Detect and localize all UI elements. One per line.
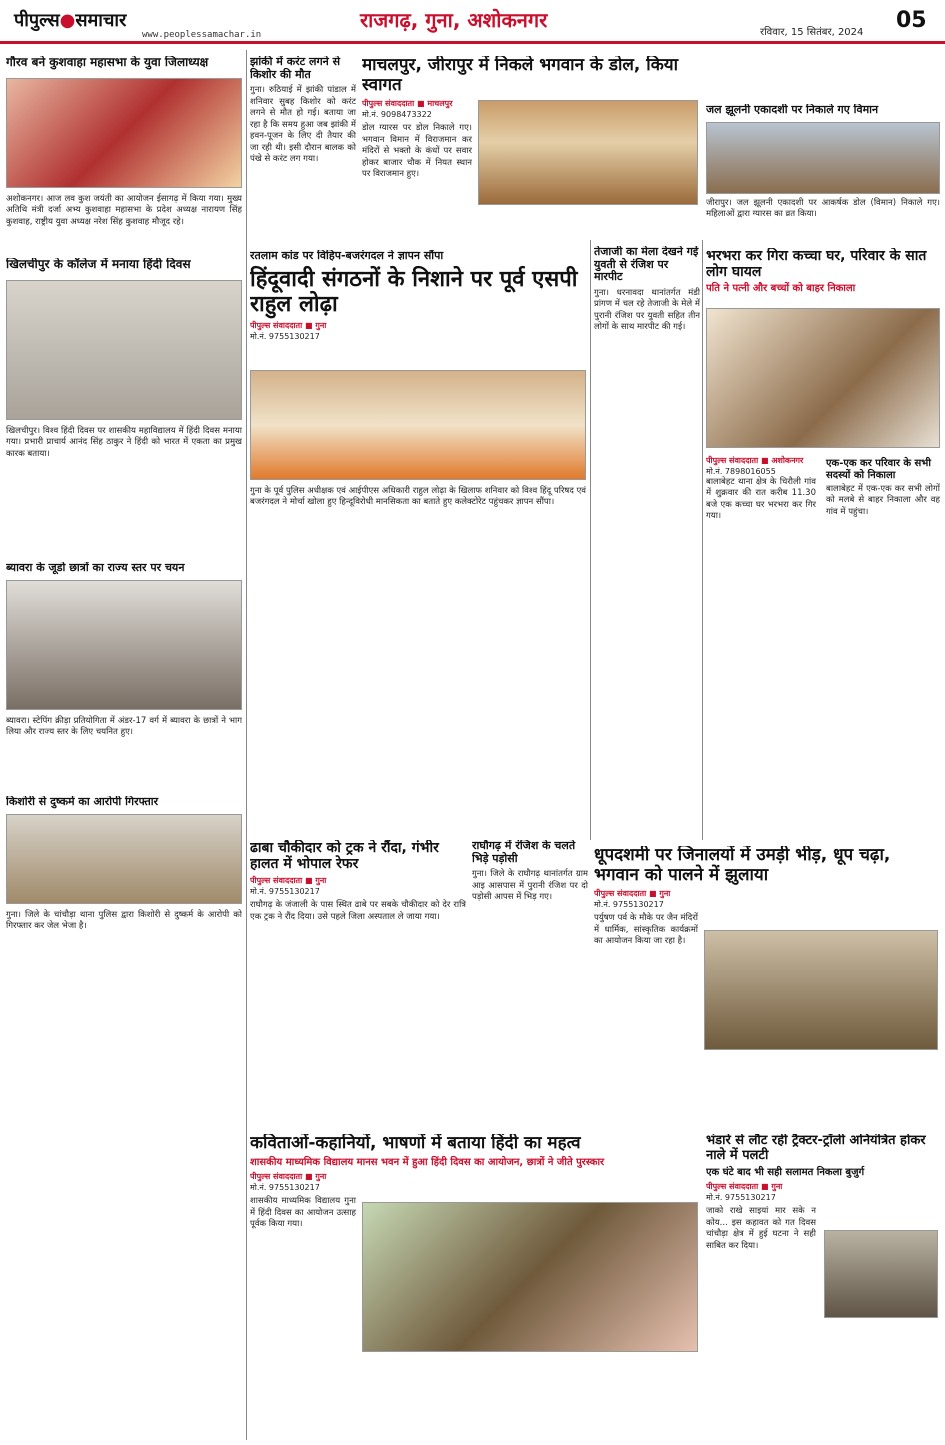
story-body: पर्युषण पर्व के मौके पर जैन मंदिरों में धार्मिक, सांस्कृतिक कार्यक्रमों का आयोजन किया जा रहा है। bbox=[594, 913, 698, 947]
subheadline: एक घंटे बाद भी सही सलामत निकला बुजुर्ग bbox=[706, 1166, 865, 1178]
newspaper-logo bbox=[14, 8, 126, 32]
headline: झांकी में करंट लगने से किशोर की मौत bbox=[250, 56, 341, 81]
vimaan-photo bbox=[706, 122, 940, 194]
logo-rest: समाचार bbox=[75, 10, 127, 31]
injured-photo bbox=[706, 308, 940, 448]
story-body: गुना के पूर्व पुलिस अधीक्षक एवं आईपीएस अधिकारी राहुल लोढ़ा के खिलाफ शनिवार को विश्व हिंदू परिषद एवं बजरंगदल ने मोर्चा खोला हुए हिन्दूविरोधी मानसिकता का बताते हुए कलेक्टोरेट पहुंचकर ज्ञापन सौंपा। bbox=[250, 486, 586, 508]
headline: धूपदशमी पर जिनालयों में उमड़ी भीड़, धूप चढ़ा, भगवान को पालने में झुलाया bbox=[594, 846, 891, 885]
memorandum-photo bbox=[250, 370, 586, 480]
story-khilchipur-hindi bbox=[6, 258, 242, 558]
headline: ब्यावरा के जूडो छात्रों का राज्य स्तर पर चयन bbox=[6, 562, 185, 574]
event-photo bbox=[6, 78, 242, 188]
college-photo bbox=[6, 280, 242, 420]
column-rule bbox=[702, 240, 703, 840]
byline: पीपुल्स संवाददाता ■ गुना bbox=[250, 321, 327, 331]
kicker: रतलाम कांड पर विहिप-बजरंगदल ने ज्ञापन सौंपा bbox=[250, 250, 444, 262]
column-rule bbox=[590, 240, 591, 840]
story-raghogarh-ranjish bbox=[472, 840, 588, 1130]
headline: तेजाजी का मेला देखने गई युवती से रंजिश पर मारपीट bbox=[594, 246, 699, 284]
story-body: बालाबेहट थाना क्षेत्र के चिरौली गांव में शुक्रवार की रात करीब 11.30 बजे एक कच्चा घर भरभरा कर गिर गया। bbox=[706, 477, 816, 522]
mobile-number: मो.नं. 9098473322 bbox=[362, 110, 432, 120]
sub-story-body: बालाबेहट में एक-एक कर सभी लोगों को मलबे से बाहर निकाला और वह गांव में पहुंचा। bbox=[826, 484, 940, 517]
page-number: 05 bbox=[896, 8, 927, 33]
headline: ढाबा चौकीदार को ट्रक ने रौंदा, गंभीर हालत में भोपाल रेफर bbox=[250, 840, 439, 873]
judo-photo bbox=[6, 580, 242, 710]
mobile-number: मो.नं. 7898016055 bbox=[706, 467, 776, 476]
byline: पीपुल्स संवाददाता ■ अशोकनगर bbox=[706, 456, 804, 465]
story-body: ब्यावरा। स्टेपिंग क्रीड़ा प्रतियोगिता में अंडर-17 वर्ग में ब्यावरा के छात्रों ने भाग लिया और राज्य स्तर के लिए चयनित हुए। bbox=[6, 716, 242, 738]
story-body: गुना। जिले के चांचौड़ा थाना पुलिस द्वारा किशोरी से दुष्कर्म के आरोपी को गिरफ्तार कर जेल भेजा है। bbox=[6, 910, 242, 932]
headline: राघौगढ़ में रंजिश के चलते भिड़े पड़ोसी bbox=[472, 840, 576, 865]
story-karant-mout bbox=[250, 56, 356, 246]
headline: जल झूलनी एकादशी पर निकाले गए विमान bbox=[706, 104, 879, 116]
story-rahul-lodha bbox=[250, 250, 586, 835]
section-title: राजगढ़, गुना, अशोकनगर bbox=[360, 8, 548, 32]
story-body: खिलचीपुर। विश्व हिंदी दिवस पर शासकीय महाविद्यालय में हिंदी दिवस मनाया गया। प्रभारी प्राचार्य आनंद सिंह ठाकुर ने हिंदी को भारत में एकता का प्रमुख कारक बताया। bbox=[6, 426, 242, 459]
tractor-photo bbox=[824, 1230, 938, 1318]
logo-dot: ● bbox=[59, 10, 76, 31]
story-body: गुना। धरनावदा थानांतर्गत मंडी प्रांगण में चल रहे तेजाजी के मेले में पुरानी रंजिश पर युवती सहित तीन लोगों के साथ मारपीट की गई। bbox=[594, 287, 700, 333]
school-photo bbox=[362, 1202, 698, 1352]
story-body: शासकीय माध्यमिक विद्यालय गुना में हिंदी दिवस का आयोजन उत्साह पूर्वक किया गया। bbox=[250, 1196, 356, 1229]
headline: हिंदूवादी संगठनों के निशाने पर पूर्व एसपी राहुल लोढ़ा bbox=[250, 266, 578, 317]
mobile-number: मो.नं. 9755130217 bbox=[250, 887, 320, 897]
byline: पीपुल्स संवाददाता ■ गुना bbox=[594, 889, 671, 899]
headline: कविताओं-कहानियों, भाषणों में बताया हिंदी का महत्व bbox=[250, 1134, 581, 1153]
procession-photo bbox=[478, 100, 698, 205]
police-photo bbox=[6, 814, 242, 904]
story-body: राघौगढ़ के जंजाली के पास स्थित ढाबे पर सबके चौकीदार को देर रात्रि एक ट्रक ने रौंद दिया। उसे पहले जिला अस्पताल ले जाया गया। bbox=[250, 900, 466, 922]
story-body: डोल ग्यारस पर डोल निकाले गए। भगवान विमान में विराजमान कर मंदिरों से भक्तो के कंधों पर सवार होकर बाजार चौक में नियत स्थान पर विराजमान हुए। bbox=[362, 123, 472, 179]
mobile-number: मो.नं. 9755130217 bbox=[250, 332, 320, 342]
story-dhoopdashmi bbox=[594, 846, 940, 1126]
story-hindi-mahatva bbox=[250, 1134, 700, 1440]
story-body: गुना। जिले के राघौगढ़ थानांतर्गत ग्राम आइ आसपास में पुरानी रंजिश पर दो पड़ोसी आपस में भिड़ गए। bbox=[472, 869, 588, 903]
logo-main: पीपुल्स bbox=[14, 10, 60, 31]
headline: भरभरा कर गिरा कच्चा घर, परिवार के सात लोग घायल bbox=[706, 248, 927, 281]
story-dhaba-truck bbox=[250, 840, 466, 1130]
mobile-number: मो.नं. 9755130217 bbox=[594, 900, 664, 910]
byline: पीपुल्स संवाददाता ■ गुना bbox=[250, 1172, 327, 1182]
story-tractor-troli bbox=[706, 1134, 940, 1440]
story-machalpur-dol bbox=[362, 56, 700, 246]
story-kushwaha bbox=[6, 56, 242, 251]
mobile-number: मो.नं. 9755130217 bbox=[706, 1193, 776, 1203]
story-body: जीरापुर। जल झूलनी एकादशी पर आकर्षक डोल (विमान) निकाले गए। महिलाओं द्वारा ग्यारस का व्रत किया। bbox=[706, 198, 940, 220]
story-judo bbox=[6, 562, 242, 792]
story-body: गुना। रुठियाई में झांकी पांडाल में शनिवार सुबह किशोर को करंट लगने से मौत हो गई। बताया जा रहा है कि समय हुआ जब झांकी में हवन-पूजन के लिए दी तैयार की जा रही थी। इसी दौरान बालक को पंखे से करंट लग गया। bbox=[250, 85, 356, 165]
story-jal-jhulni bbox=[706, 104, 940, 244]
byline: पीपुल्स संवाददाता ■ माचलपुर bbox=[362, 99, 453, 109]
story-tejaji-mela bbox=[594, 246, 700, 836]
story-body: अशोकनगर। आज लव कुश जयंती का आयोजन ईसागढ़ में किया गया। मुख्य अतिथि मंत्री दर्जा अभ्य कुशवाहा महासभा के प्रदेश अध्यक्ष नारायण सिंह कुशवाह, राष्ट्रीय युवा अध्यक्ष नरेश सिंह कुशवाह मौजूद रहे। bbox=[6, 194, 242, 227]
headline: भंडारे से लौट रही ट्रैक्टर-ट्रॉली अनियंत्रित होकर नाले में पलटी bbox=[706, 1134, 926, 1163]
column-rule bbox=[246, 50, 247, 1440]
headline: किशोरी से दुष्कर्म का आरोपी गिरफ्तार bbox=[6, 796, 159, 808]
site-url[interactable]: www.peoplessamachar.in bbox=[142, 30, 262, 40]
story-kachcha-ghar bbox=[706, 248, 940, 838]
byline: पीपुल्स संवाददाता ■ गुना bbox=[250, 876, 327, 886]
story-body: जाको राखे साइयां मार सके न कोय... इस कहावत को गत दिवस चांचौड़ा क्षेत्र में हुई घटना ने सही साबित कर दिया। bbox=[706, 1206, 816, 1251]
subheadline: शासकीय माध्यमिक विद्यालय मानस भवन में हुआ हिंदी दिवस का आयोजन, छात्रों ने जीते पुरस्कार bbox=[250, 1156, 605, 1168]
masthead bbox=[0, 0, 945, 44]
byline: पीपुल्स संवाददाता ■ गुना bbox=[706, 1182, 783, 1192]
jinalay-photo bbox=[704, 930, 938, 1050]
headline: खिलचीपुर के कॉलेज में मनाया हिंदी दिवस bbox=[6, 258, 191, 271]
story-dushkarm-aaropi bbox=[6, 796, 242, 1126]
headline: गौरव बने कुशवाहा महासभा के युवा जिलाध्यक्ष bbox=[6, 56, 209, 69]
sub-headline: एक-एक कर परिवार के सभी सदस्यों को निकाला bbox=[826, 458, 931, 481]
mobile-number: मो.नं. 9755130217 bbox=[250, 1183, 320, 1193]
subheadline: पति ने पत्नी और बच्चों को बाहर निकाला bbox=[706, 283, 856, 295]
headline: माचलपुर, जीरापुर में निकले भगवान के डोल, किया स्वागत bbox=[362, 56, 679, 95]
issue-date: रविवार, 15 सितंबर, 2024 bbox=[760, 27, 864, 38]
